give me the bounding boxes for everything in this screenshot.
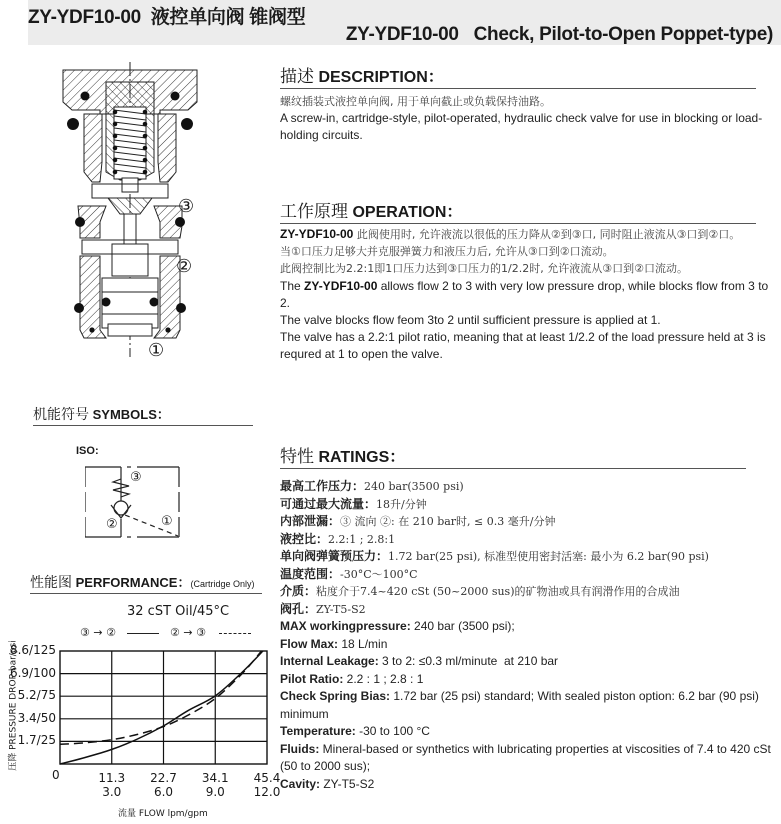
performance-heading-note: (Cartridge Only)	[190, 579, 255, 589]
operation-heading	[280, 197, 756, 224]
rating-cn-line	[280, 548, 776, 566]
rating-cn-line	[280, 478, 776, 496]
x-tick-gpm: 12.0	[253, 785, 281, 799]
operation-body	[280, 226, 770, 364]
page-title-cn: ZY-YDF10-00 液控单向阀 锥阀型	[28, 7, 306, 28]
operation-en-prefix: The	[280, 278, 305, 293]
x-tick-lpm: 34.1	[201, 771, 229, 785]
operation-en-line2: The valve blocks flow feom 3to 2 until sufficient pressure is applied at 1.	[280, 313, 661, 328]
description-body	[280, 93, 770, 145]
rating-en-line	[280, 653, 776, 671]
x-tick-gpm: 9.0	[205, 785, 225, 799]
rating-cn-key: 单向阀弹簧预压力：	[280, 549, 389, 563]
rating-cn-value: -30°C～100°C	[340, 567, 418, 581]
rating-en-value: 1.72 bar (25 psi) standard; With sealed piston option: 6.2 bar (90 psi) minimum	[280, 689, 763, 721]
rating-cn-key: 最高工作压力：	[280, 479, 365, 493]
rating-en-value: 240 bar (3500 psi);	[410, 619, 515, 633]
rating-en-line	[280, 636, 776, 654]
operation-en-model: ZY-YDF10-00	[304, 278, 378, 293]
legend-2-dashed-swatch	[219, 633, 251, 634]
legend-1-solid-swatch	[127, 633, 159, 634]
operation-en-line3: The valve has a 2.2:1 pilot ratio, meaning that at least 1/2.2 of the load pressure held at 3 is requred at 1 to open the valve.	[280, 330, 766, 362]
rating-en-key: Flow Max:	[280, 636, 339, 651]
x-tick-label	[144, 771, 184, 799]
y-axis-label: 压降 PRESSURE DROP bar/psi	[8, 640, 19, 771]
y-tick-label: 5.2/75	[17, 688, 56, 703]
y-tick-label: 6.9/100	[9, 665, 56, 680]
rating-cn-key: 阀孔：	[280, 601, 317, 616]
iso-port-2: ②	[106, 517, 118, 532]
rating-en-value: 3 to 2: ≤0.3 ml/minute at 210 bar	[378, 654, 559, 668]
rating-cn-key: 内部泄漏：	[280, 514, 341, 528]
iso-label: ISO:	[76, 445, 99, 457]
rating-en-value: -30 to 100 °C	[355, 724, 430, 738]
series-line-2-to-3	[60, 651, 262, 744]
operation-line3-cn: 此阀控制比为2.2:1即1口压力达到③口压力的1/2.2时, 允许液流从③口到②口流动。	[280, 262, 688, 276]
x-tick-gpm: 3.0	[102, 785, 122, 799]
rating-cn-value: 2.2:1 ; 2.8:1	[328, 532, 396, 546]
x-tick-lpm: 45.4	[253, 771, 281, 785]
rating-en-line	[280, 688, 776, 723]
rating-en-key: MAX workingpressure:	[280, 619, 411, 633]
rating-cn-value: 240 bar(3500 psi)	[364, 480, 464, 493]
operation-line1-cn: 此阀使用时, 允许液流以很低的压力降从②到③口, 同时阻止液流从③口到②口。	[353, 228, 741, 241]
performance-heading	[30, 572, 262, 594]
x-tick-lpm: 22.7	[150, 771, 177, 785]
port-label-3: ③	[178, 196, 195, 217]
description-text-cn: 螺纹插装式液控单向阀, 用于单向截止或负载保持油路。	[280, 95, 551, 108]
ratings-heading	[280, 442, 746, 469]
description-heading-cn: 描述	[280, 67, 314, 86]
operation-en-line1: allows flow 2 to 3 with very low pressure drop, while blocks flow from 3 to 2.	[280, 278, 769, 310]
rating-en-line	[280, 671, 776, 689]
rating-cn-line	[280, 601, 776, 619]
legend-2-to: ③	[196, 626, 206, 639]
rating-cn-key: 液控比：	[280, 531, 329, 546]
rating-en-line	[280, 776, 776, 794]
rating-cn-value: ZY-T5-S2	[316, 602, 366, 616]
rating-en-line	[280, 618, 776, 636]
rating-en-key: Temperature:	[280, 724, 356, 738]
operation-model: ZY-YDF10-00	[280, 227, 354, 241]
rating-en-value: 2.2 : 1 ; 2.8 : 1	[343, 671, 424, 686]
rating-cn-value: 18升/分钟	[376, 497, 427, 511]
x-tick-label	[247, 771, 287, 799]
rating-en-line	[280, 741, 776, 776]
rating-cn-value: 1.72 bar(25 psi), 标准型使用密封活塞: 最小为 6.2 bar(90 psi)	[388, 550, 709, 563]
y-tick-label: 3.4/50	[17, 710, 56, 725]
x-axis-label: 流量 FLOW lpm/gpm	[118, 809, 208, 819]
symbols-heading-en: SYMBOLS：	[92, 407, 170, 422]
arrow-right-icon: →	[183, 626, 193, 639]
operation-heading-cn: 工作原理	[280, 202, 348, 221]
operation-heading-en: OPERATION：	[352, 204, 463, 221]
port-label-1: ①	[148, 340, 165, 361]
legend-series-2	[170, 626, 251, 639]
rating-cn-line	[280, 531, 776, 549]
rating-cn-value: ③ 流向 ②: 在 210 bar时, ≤ 0.3 毫升/分钟	[340, 515, 556, 528]
rating-cn-key: 温度范围：	[280, 566, 341, 581]
rating-cn-line	[280, 566, 776, 584]
iso-port-3: ③	[130, 470, 142, 485]
rating-cn-line	[280, 583, 776, 601]
x-tick-zero: 0	[52, 768, 60, 782]
arrow-right-icon: →	[93, 626, 103, 639]
performance-heading-en: PERFORMANCE：	[75, 575, 191, 590]
rating-en-key: Fluids:	[280, 741, 320, 756]
legend-1-to: ②	[106, 626, 116, 639]
y-tick-label: 8.6/125	[9, 643, 56, 657]
rating-en-key: Cavity:	[280, 776, 321, 791]
x-tick-lpm: 11.3	[98, 771, 126, 785]
rating-en-key: Check Spring Bias:	[280, 689, 391, 703]
rating-cn-key: 介质：	[280, 584, 317, 598]
rating-en-line	[280, 723, 776, 741]
ratings-body	[280, 478, 776, 793]
x-tick-gpm: 6.0	[153, 785, 174, 799]
rating-cn-line	[280, 496, 776, 514]
rating-cn-value: 粘度介于7.4~420 cSt (50~2000 sus)的矿物油或具有润滑作用的合成油	[316, 585, 680, 598]
y-tick-label: 1.7/25	[17, 733, 56, 748]
ratings-heading-cn: 特性	[280, 447, 314, 466]
legend-1-from: ③	[80, 626, 90, 639]
rating-cn-line	[280, 513, 776, 531]
symbols-heading-cn: 机能符号	[33, 406, 89, 422]
chart-title: 32 cST Oil/45°C	[127, 604, 230, 619]
performance-chart	[58, 649, 270, 767]
description-heading	[280, 62, 756, 89]
rating-en-value: Mineral-based or synthetics with lubricating properties at viscosities of 7.4 to 420 cSt (50 to 2000 sus);	[280, 741, 775, 773]
description-text-en: A screw-in, cartridge-style, pilot-operated, hydraulic check valve for use in blocking or load-holding circuits.	[280, 111, 763, 143]
rating-en-value: ZY-T5-S2	[320, 776, 375, 791]
iso-port-1: ①	[161, 514, 173, 529]
ratings-heading-en: RATINGS：	[318, 449, 406, 466]
rating-en-key: Internal Leakage:	[280, 654, 379, 668]
symbols-heading	[33, 404, 253, 426]
operation-line2-cn: 当①口压力足够大并克服弹簧力和液压力后, 允许从③口到②口流动。	[280, 245, 614, 259]
x-tick-label	[195, 771, 235, 799]
rating-en-key: Pilot Ratio:	[280, 671, 344, 686]
series-line-3-to-2	[60, 651, 263, 764]
rating-cn-key: 可通过最大流量：	[280, 496, 377, 511]
legend-2-from: ②	[170, 626, 180, 639]
performance-heading-cn: 性能图	[30, 574, 72, 590]
rating-en-value: 18 L/min	[338, 636, 388, 651]
legend-series-1	[80, 626, 159, 639]
x-tick-label	[92, 771, 132, 799]
page-title-en: ZY-YDF10-00 Check, Pilot-to-Open Poppet-type)	[345, 24, 773, 45]
description-heading-en: DESCRIPTION：	[318, 69, 444, 86]
port-label-2: ②	[176, 256, 193, 277]
